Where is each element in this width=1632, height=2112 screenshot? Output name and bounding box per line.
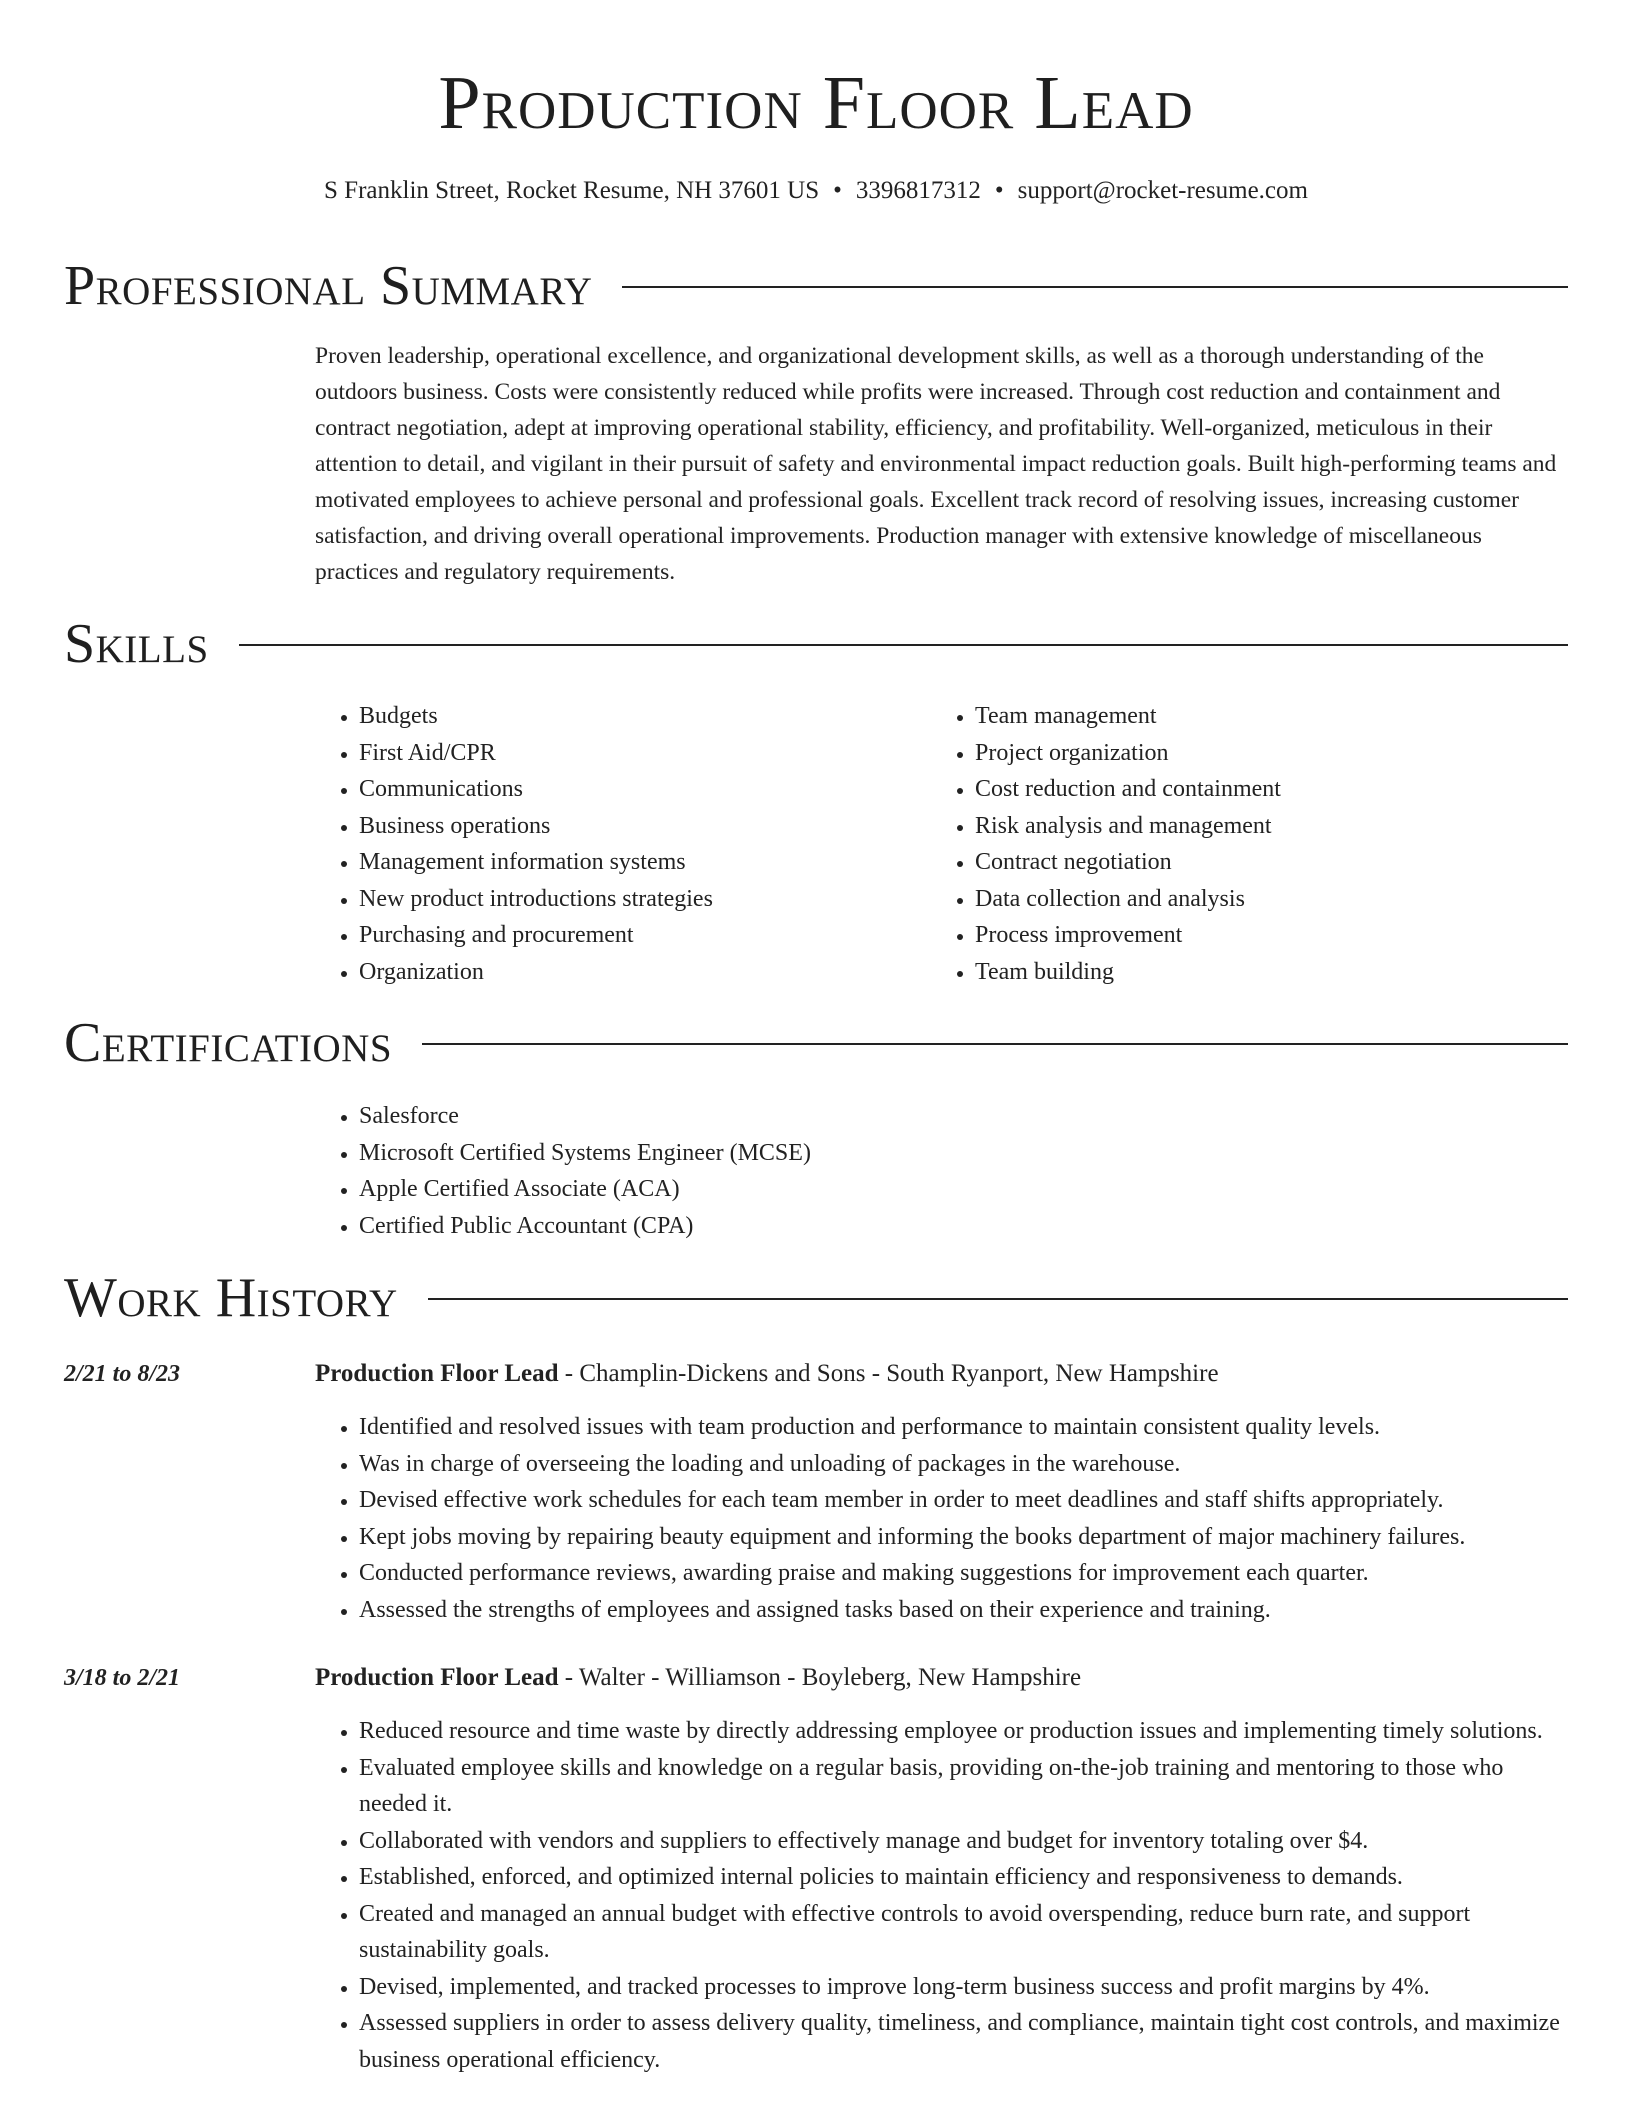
contact-separator: • (833, 177, 842, 204)
job-bullet: • Created and managed an annual budget with effective controls to avoid overspending, reduce burn rate, and support sustainability goals. (359, 1896, 1570, 1969)
skill-item: • Business operations (359, 808, 915, 845)
certification-item: • Microsoft Certified Systems Engineer (MCSE) (359, 1135, 1215, 1172)
skill-item: • Risk analysis and management (975, 808, 1551, 845)
skill-item: • Communications (359, 771, 915, 808)
skills-list-left (315, 698, 915, 990)
section-divider (428, 1298, 1568, 1300)
skill-item: • Team building (975, 954, 1551, 991)
job-bullet: • Was in charge of overseeing the loading and unloading of packages in the warehouse. (359, 1446, 1570, 1483)
job-bullet-list (315, 1409, 1570, 1628)
candidate-name: Production Floor Lead (438, 61, 1194, 145)
contact-line (0, 176, 1632, 206)
skill-item: • Process improvement (975, 917, 1551, 954)
skill-item: • Team management (975, 698, 1551, 735)
section-divider (622, 286, 1568, 288)
section-heading-summary: Professional Summary (64, 255, 593, 317)
job-dates: 3/18 to 2/21 (64, 1665, 181, 1691)
job-bullet: • Collaborated with vendors and suppliers to effectively manage and budget for inventory totaling over $4. (359, 1823, 1570, 1860)
job-bullet-list (315, 1713, 1570, 2078)
job-responsibilities (315, 1713, 1570, 2078)
job-heading (315, 1358, 1570, 1390)
skill-item: • Budgets (359, 698, 915, 735)
job-bullet: • Devised, implemented, and tracked processes to improve long-term business success and profit margins by 4%. (359, 1969, 1570, 2006)
certification-item: • Salesforce (359, 1098, 1215, 1135)
job-bullet: • Devised effective work schedules for each team member in order to meet deadlines and staff shifts appropriately. (359, 1482, 1570, 1519)
job-title: Production Floor Lead (315, 1664, 559, 1691)
skill-item: • Cost reduction and containment (975, 771, 1551, 808)
certifications-section-header (64, 1011, 1568, 1075)
job-bullet: • Kept jobs moving by repairing beauty equipment and informing the books department of major machinery failures. (359, 1519, 1570, 1556)
skill-item: • Organization (359, 954, 915, 991)
skill-item: • Data collection and analysis (975, 881, 1551, 918)
skills-column-right (931, 698, 1551, 990)
job-bullet: • Identified and resolved issues with team production and performance to maintain consistent quality levels. (359, 1409, 1570, 1446)
certifications-list (315, 1098, 1215, 1244)
section-divider (239, 644, 1568, 646)
work-history-section-header (64, 1266, 1568, 1330)
skill-item: • Project organization (975, 735, 1551, 772)
job-bullet: • Reduced resource and time waste by directly addressing employee or production issues and implementing timely solutions. (359, 1713, 1570, 1750)
contact-email: support@rocket-resume.com (1017, 177, 1308, 204)
skill-item: • First Aid/CPR (359, 735, 915, 772)
skills-section-header (64, 612, 1568, 676)
summary-section-header (64, 254, 1568, 318)
job-bullet: • Conducted performance reviews, awarding praise and making suggestions for improvement each quarter. (359, 1555, 1570, 1592)
job-bullet: • Evaluated employee skills and knowledge on a regular basis, providing on-the-job training and mentoring to those who needed it. (359, 1750, 1570, 1823)
job-dates: 2/21 to 8/23 (64, 1361, 181, 1387)
job-bullet: • Assessed the strengths of employees and assigned tasks based on their experience and training. (359, 1592, 1570, 1629)
skills-column-left (315, 698, 915, 990)
job-bullet: • Assessed suppliers in order to assess delivery quality, timeliness, and compliance, maintain tight cost controls, and maximize business operational efficiency. (359, 2005, 1570, 2078)
job-employer-location: - Walter - Williamson - Boyleberg, New Hampshire (558, 1664, 1082, 1691)
section-heading-work-history: Work History (64, 1267, 398, 1329)
contact-separator: • (994, 177, 1004, 204)
job-responsibilities (315, 1409, 1570, 1628)
contact-address: S Franklin Street, Rocket Resume, NH 37601 US (324, 177, 820, 204)
job-heading (315, 1662, 1570, 1694)
contact-phone: 3396817312 (855, 177, 981, 204)
skill-item: • Management information systems (359, 844, 915, 881)
job-employer-location: - Champlin-Dickens and Sons - South Ryanport, New Hampshire (558, 1360, 1219, 1387)
certification-item: • Certified Public Accountant (CPA) (359, 1208, 1215, 1245)
job-bullet: • Established, enforced, and optimized internal policies to maintain efficiency and responsiveness to demands. (359, 1859, 1570, 1896)
certifications-block (315, 1098, 1215, 1244)
job-title: Production Floor Lead (315, 1360, 559, 1387)
skill-item: • Purchasing and procurement (359, 917, 915, 954)
skills-list-right (931, 698, 1551, 990)
skill-item: • Contract negotiation (975, 844, 1551, 881)
certification-item: • Apple Certified Associate (ACA) (359, 1171, 1215, 1208)
section-heading-skills: Skills (64, 613, 209, 675)
section-heading-certifications: Certifications (64, 1012, 393, 1074)
section-divider (422, 1043, 1568, 1045)
skill-item: • New product introductions strategies (359, 881, 915, 918)
summary-text: Proven leadership, operational excellence, and organizational development skills, as well as a thorough understanding of the outdoors business. Costs were consistently reduced while profits were increased. Through cost reduction and containment and contract negotiation, adept at improving operational stability, efficiency, and profitability. Well-organized, meticulous in their attention to detail, and vigilant in their pursuit of safety and environmental impact reduction goals. Built high-performing teams and motivated employees to achieve personal and professional goals. Excellent track record of resolving issues, increasing customer satisfaction, and driving overall operational improvements. Production manager with extensive knowledge of miscellaneous practices and regulatory requirements. (315, 343, 1557, 585)
